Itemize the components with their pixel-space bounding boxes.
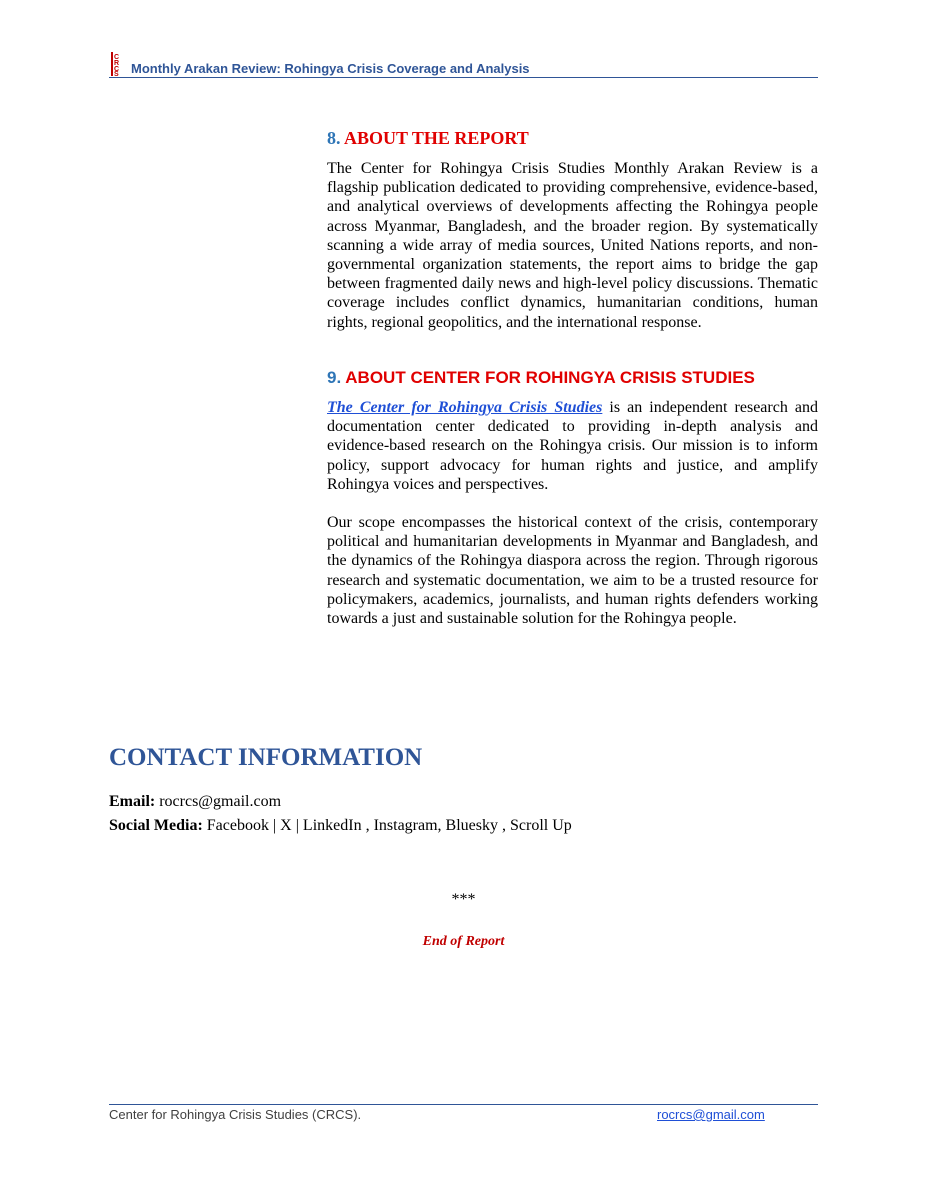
footer-divider [109,1104,818,1105]
separator-stars: *** [451,891,476,908]
section-9-heading [327,368,818,388]
contact-title: CONTACT INFORMATION [109,744,423,771]
email-value: rocrcs@gmail.com [155,793,282,810]
section-9-paragraph-2: Our scope encompasses the historical context of the crisis, contemporary political and humanitarian developments in Myanmar and Bangladesh, and the dynamics of the Rohingya diaspora across the region. Through rigorous research and systematic documentation, we aim to be a trusted resource for policymakers, academics, journalists, and human rights defenders working towards a just and sustainable solution for the Rohingya people. [327,514,818,628]
section-9-title: ABOUT CENTER FOR ROHINGYA CRISIS STUDIES [345,368,755,387]
section-8-title: ABOUT THE REPORT [344,128,529,148]
section-9-paragraph-1 [327,398,818,494]
section-8-number: 8. [327,128,341,148]
svg-text:R: R [114,60,120,67]
svg-text:S: S [114,71,119,76]
page-header [109,50,818,78]
crcs-logo-icon [111,52,125,76]
contact-social [109,817,572,835]
svg-text:C: C [114,66,120,73]
section-9-number: 9. [327,368,342,387]
header-title: Monthly Arakan Review: Rohingya Crisis Coverage and Analysis [131,61,530,76]
footer-organization: Center for Rohingya Crisis Studies (CRCS). [109,1107,362,1122]
section-8-body: The Center for Rohingya Crisis Studies Monthly Arakan Review is a flagship publication dedicated to providing comprehensive, evidence-based, and analytical overviews of developments affecting the Rohingya people across Myanmar, Bangladesh, and the broader region. By systematically scanning a wide array of media sources, United Nations reports, and non-governmental organization statements, the report aims to bridge the gap between fragmented daily news and high-level policy discussions. Thematic coverage includes conflict dynamics, humanitarian conditions, human rights, regional geopolitics, and the international response. [327,160,818,331]
footer-email-link[interactable]: rocrcs@gmail.com [657,1107,765,1122]
contact-email [109,793,281,811]
section-8-heading [327,128,818,149]
section-9-paragraph-1-text: is an independent research and documentation center dedicated to providing in-depth analysis and evidence-based research on the Rohingya crisis. Our mission is to inform policy, support advocacy for human rights and justice, and amplify Rohingya voices and perspectives. [327,399,819,493]
social-label: Social Media: [109,817,203,834]
svg-text:C: C [114,54,120,61]
crcs-link[interactable]: The Center for Rohingya Crisis Studies [327,399,603,416]
end-of-report: End of Report [422,934,505,949]
social-links: Facebook | X | LinkedIn , Instagram, Bluesky , Scroll Up [202,817,572,834]
email-label: Email: [109,793,156,810]
